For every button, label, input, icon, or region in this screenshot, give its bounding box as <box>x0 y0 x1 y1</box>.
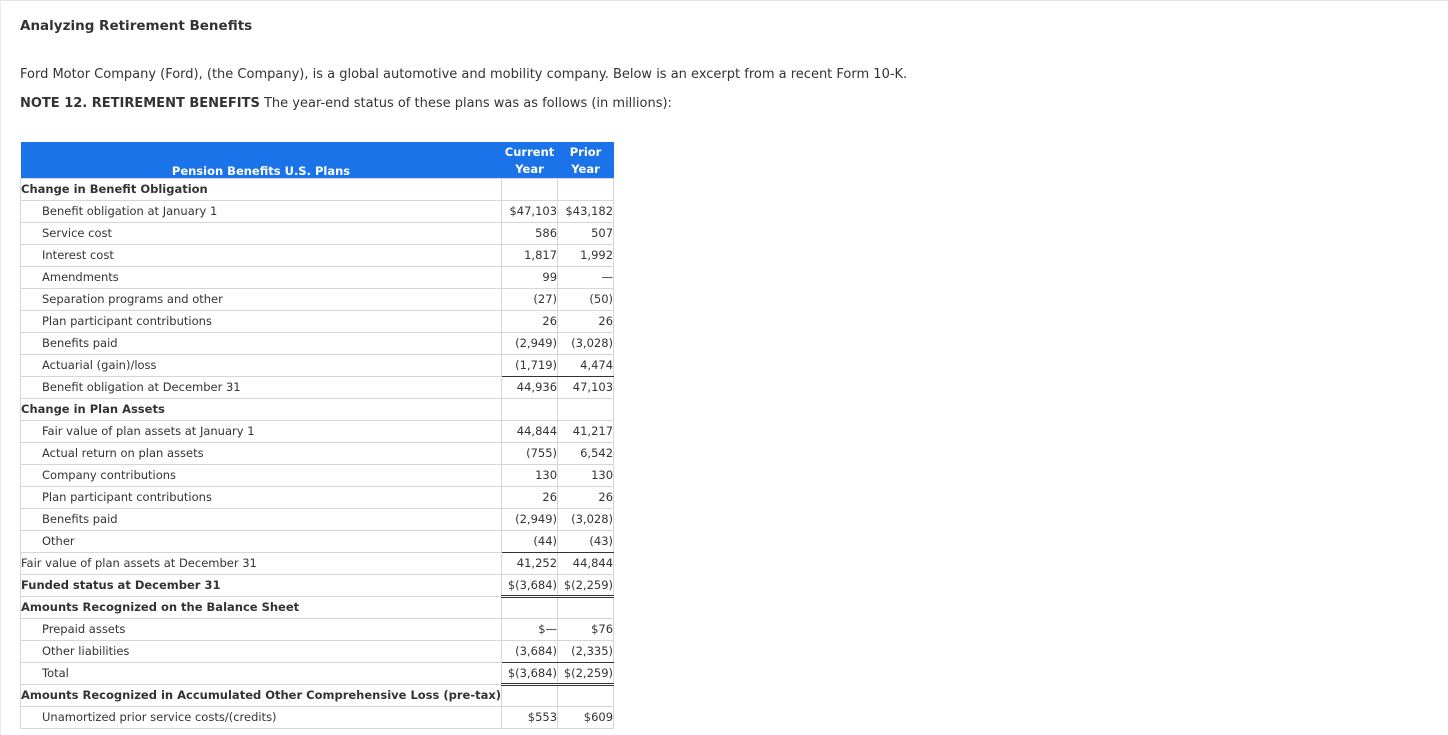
row-label: Service cost <box>21 222 502 244</box>
table-row <box>21 618 614 640</box>
row-label: Actual return on plan assets <box>21 442 502 464</box>
row-label: Separation programs and other <box>21 288 502 310</box>
row-label: Company contributions <box>21 464 502 486</box>
table-row <box>21 530 614 552</box>
intro-paragraph: Ford Motor Company (Ford), (the Company), is a global automotive and mobility company. Below is an excerpt from a recent Form 10-K. <box>20 67 908 82</box>
row-prior-value: 26 <box>558 310 614 332</box>
row-current-value: (27) <box>502 288 558 310</box>
row-label: Fair value of plan assets at December 31 <box>21 552 502 574</box>
table-row <box>21 420 614 442</box>
row-current-value: $(3,684) <box>502 662 558 684</box>
row-current-value <box>502 178 558 200</box>
row-label: Plan participant contributions <box>21 310 502 332</box>
row-prior-value: 130 <box>558 464 614 486</box>
row-prior-value <box>558 684 614 706</box>
table-row <box>21 266 614 288</box>
row-prior-value: $(2,259) <box>558 662 614 684</box>
row-current-value <box>502 398 558 420</box>
row-current-value: (755) <box>502 442 558 464</box>
table-row <box>21 310 614 332</box>
row-label: Amounts Recognized in Accumulated Other Comprehensive Loss (pre-tax) <box>21 684 502 706</box>
row-label: Benefits paid <box>21 332 502 354</box>
note-paragraph <box>20 96 672 111</box>
note-text: The year-end status of these plans was as follows (in millions): <box>259 96 672 111</box>
row-current-value: 26 <box>502 486 558 508</box>
row-prior-value: 1,992 <box>558 244 614 266</box>
row-prior-value: $(2,259) <box>558 574 614 596</box>
row-prior-value: 4,474 <box>558 354 614 376</box>
table-row <box>21 486 614 508</box>
table-row <box>21 442 614 464</box>
row-prior-value: (3,028) <box>558 508 614 530</box>
row-label: Fair value of plan assets at January 1 <box>21 420 502 442</box>
row-prior-value: (43) <box>558 530 614 552</box>
row-current-value: 26 <box>502 310 558 332</box>
table-section-row <box>21 684 614 706</box>
table-row <box>21 662 614 684</box>
table-row <box>21 508 614 530</box>
header-current-line2: Year <box>515 161 544 176</box>
table-row <box>21 200 614 222</box>
table-row <box>21 640 614 662</box>
row-current-value: 1,817 <box>502 244 558 266</box>
header-current-year <box>502 142 558 178</box>
row-prior-value: 47,103 <box>558 376 614 398</box>
row-label: Amendments <box>21 266 502 288</box>
row-current-value: 99 <box>502 266 558 288</box>
row-current-value: 44,936 <box>502 376 558 398</box>
row-prior-value: 26 <box>558 486 614 508</box>
table-row <box>21 244 614 266</box>
table-row <box>21 706 614 728</box>
row-label: Change in Plan Assets <box>21 398 502 420</box>
row-label: Other liabilities <box>21 640 502 662</box>
row-label: Amounts Recognized on the Balance Sheet <box>21 596 502 618</box>
row-current-value: 41,252 <box>502 552 558 574</box>
row-current-value: 130 <box>502 464 558 486</box>
row-prior-value: 507 <box>558 222 614 244</box>
row-label: Unamortized prior service costs/(credits) <box>21 706 502 728</box>
row-prior-value: $43,182 <box>558 200 614 222</box>
page-title: Analyzing Retirement Benefits <box>20 18 253 34</box>
row-prior-value: 41,217 <box>558 420 614 442</box>
table-row <box>21 222 614 244</box>
table-row <box>21 464 614 486</box>
row-current-value: (44) <box>502 530 558 552</box>
row-label: Interest cost <box>21 244 502 266</box>
row-prior-value: (50) <box>558 288 614 310</box>
row-current-value <box>502 684 558 706</box>
table-section-row <box>21 596 614 618</box>
row-label: Benefit obligation at December 31 <box>21 376 502 398</box>
row-label: Plan participant contributions <box>21 486 502 508</box>
table-row <box>21 354 614 376</box>
row-current-value: $47,103 <box>502 200 558 222</box>
row-current-value: $(3,684) <box>502 574 558 596</box>
table-row <box>21 376 614 398</box>
row-current-value: (2,949) <box>502 332 558 354</box>
row-current-value <box>502 596 558 618</box>
row-prior-value: 44,844 <box>558 552 614 574</box>
row-prior-value <box>558 596 614 618</box>
header-current-line1: Current <box>504 144 555 159</box>
table-section-row <box>21 398 614 420</box>
top-divider <box>0 0 1448 1</box>
row-prior-value <box>558 398 614 420</box>
table-row <box>21 574 614 596</box>
row-label: Funded status at December 31 <box>21 574 502 596</box>
table-header-row <box>21 142 614 178</box>
header-prior-line1: Prior <box>569 144 602 159</box>
row-current-value: (3,684) <box>502 640 558 662</box>
row-label: Prepaid assets <box>21 618 502 640</box>
row-current-value: (2,949) <box>502 508 558 530</box>
row-label: Change in Benefit Obligation <box>21 178 502 200</box>
row-prior-value: $609 <box>558 706 614 728</box>
left-divider <box>0 0 1 735</box>
row-label: Total <box>21 662 502 684</box>
row-current-value: (1,719) <box>502 354 558 376</box>
table-body <box>21 178 614 728</box>
header-prior-year <box>558 142 614 178</box>
row-label: Benefit obligation at January 1 <box>21 200 502 222</box>
row-current-value: $553 <box>502 706 558 728</box>
row-prior-value: — <box>558 266 614 288</box>
row-label: Actuarial (gain)/loss <box>21 354 502 376</box>
row-label: Benefits paid <box>21 508 502 530</box>
row-prior-value: (3,028) <box>558 332 614 354</box>
header-prior-line2: Year <box>571 161 600 176</box>
row-current-value: $— <box>502 618 558 640</box>
header-label: Pension Benefits U.S. Plans <box>21 142 502 178</box>
row-current-value: 44,844 <box>502 420 558 442</box>
row-prior-value <box>558 178 614 200</box>
note-heading: NOTE 12. RETIREMENT BENEFITS <box>20 96 260 111</box>
row-current-value: 586 <box>502 222 558 244</box>
table-section-row <box>21 178 614 200</box>
table-row <box>21 552 614 574</box>
retirement-benefits-table <box>20 142 614 729</box>
row-prior-value: 6,542 <box>558 442 614 464</box>
table-row <box>21 288 614 310</box>
row-prior-value: (2,335) <box>558 640 614 662</box>
row-prior-value: $76 <box>558 618 614 640</box>
table-row <box>21 332 614 354</box>
row-label: Other <box>21 530 502 552</box>
